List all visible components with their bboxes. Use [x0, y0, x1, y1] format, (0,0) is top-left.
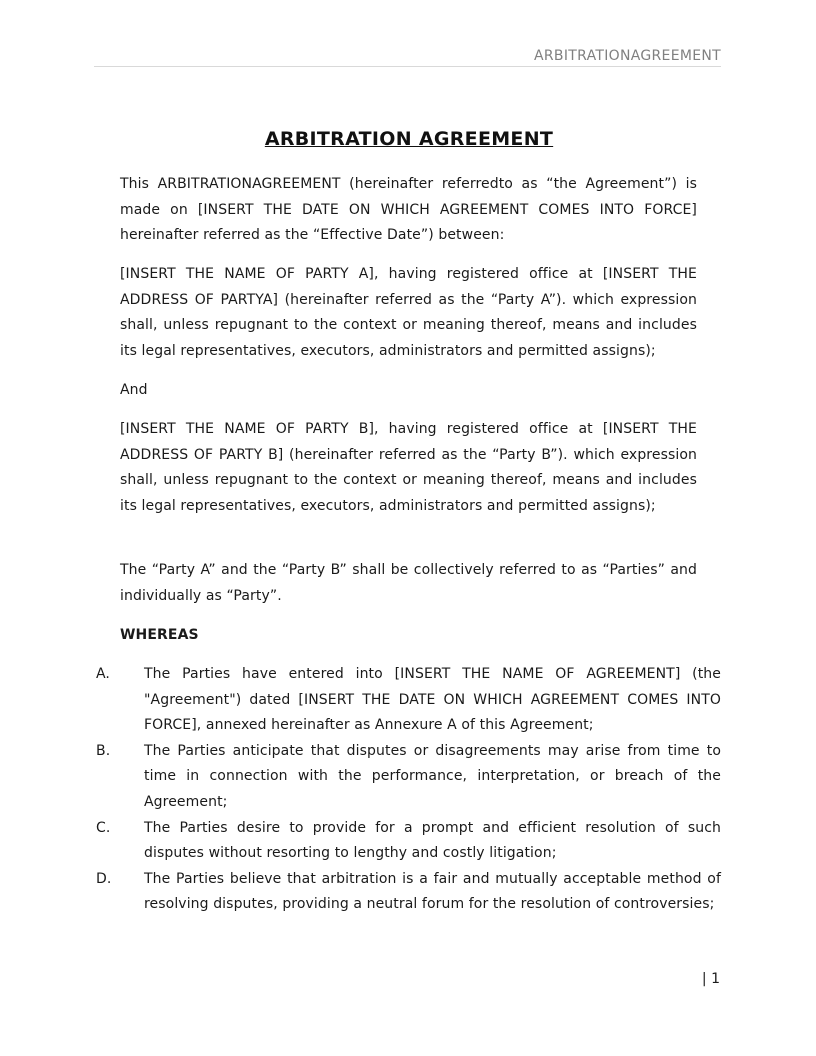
- list-marker: A.: [96, 666, 110, 682]
- page-number: | 1: [701, 971, 720, 987]
- header-text: ARBITRATIONAGREEMENT: [534, 48, 721, 64]
- list-item-text: The Parties desire to provide for a prompt and efficient resolution of such disputes without resorting to lengthy and costly litigation;: [144, 819, 721, 862]
- whereas-heading: WHEREAS: [120, 627, 199, 643]
- and-paragraph: And: [120, 382, 148, 398]
- list-item: [96, 662, 721, 739]
- page-header: [94, 47, 721, 67]
- list-marker: D.: [96, 870, 112, 887]
- recitals-list: [96, 662, 721, 918]
- list-item: [96, 739, 721, 816]
- party-b-paragraph: [INSERT THE NAME OF PARTY B], having registered office at [INSERT THE ADDRESS OF PARTY B] (hereinafter referred as the “Party B”). which expression shall, unless repugnant to the context or meaning thereof, means and includes its legal representatives, executors, administrators and permitted assigns);: [120, 421, 697, 514]
- party-a-paragraph: [INSERT THE NAME OF PARTY A], having registered office at [INSERT THE ADDRESS OF PARTYA] (hereinafter referred as the “Party A”). which expression shall, unless repugnant to the context or meaning thereof, means and includes its legal representatives, executors, administrators and permitted assigns);: [120, 266, 697, 359]
- list-item: [96, 867, 721, 918]
- document-title: ARBITRATION AGREEMENT: [264, 128, 554, 150]
- list-marker: C.: [96, 819, 111, 836]
- list-item-text: The Parties believe that arbitration is a fair and mutually acceptable method of resolving disputes, providing a neutral forum for the resolution of controversies;: [144, 870, 721, 913]
- list-marker: B.: [96, 742, 111, 759]
- intro-paragraph: This ARBITRATIONAGREEMENT (hereinafter referredto as “the Agreement”) is made on [INSERT THE DATE ON WHICH AGREEMENT COMES INTO FORCE] hereinafter referred as the “Effective Date”) between:: [120, 176, 697, 244]
- list-item-text: The Parties anticipate that disputes or disagreements may arise from time to time in connection with the performance, interpretation, or breach of the Agreement;: [144, 742, 721, 810]
- list-item-text: The Parties have entered into [INSERT THE NAME OF AGREEMENT] (the "Agreement") dated [INSERT THE DATE ON WHICH AGREEMENT COMES INTO FORCE], annexed hereinafter as Annexure A of this Agreement;: [144, 666, 721, 734]
- collective-paragraph: The “Party A” and the “Party B” shall be collectively referred to as “Parties” and individually as “Party”.: [120, 562, 697, 604]
- list-item: [96, 816, 721, 867]
